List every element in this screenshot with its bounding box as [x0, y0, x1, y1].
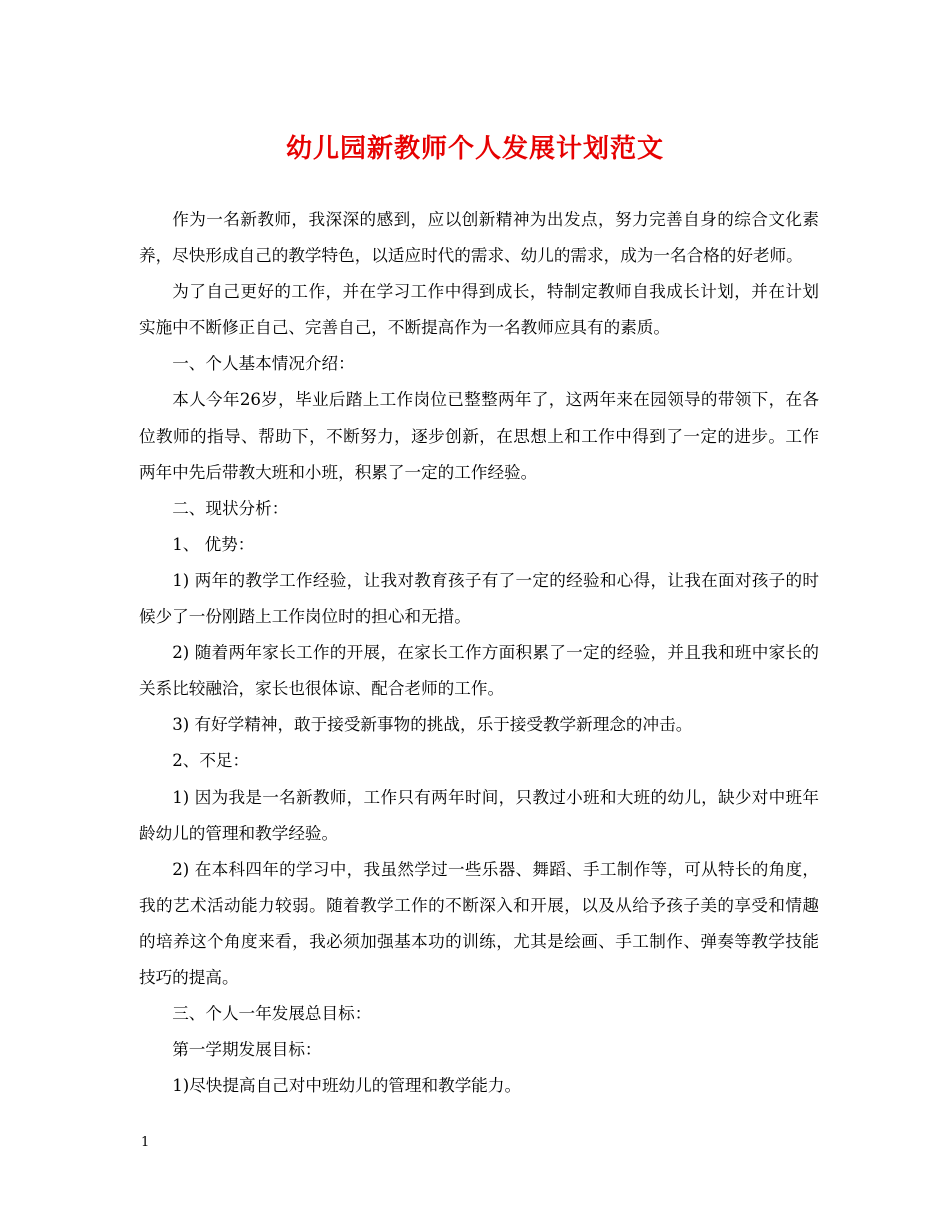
document-title: 幼儿园新教师个人发展计划范文 — [285, 134, 664, 164]
strength-item-3: 3) 有好学精神，敢于接受新事物的挑战，乐于接受教学新理念的冲击。 — [172, 715, 693, 735]
heading-first-semester-goal: 第一学期发展目标： — [172, 1040, 322, 1060]
document-body — [139, 202, 819, 1104]
heading-status-analysis: 二、现状分析： — [172, 498, 289, 518]
weakness-item-2: 2) 在本科四年的学习中，我虽然学过一些乐器、舞蹈、手工制作等，可从特长的角度，我的艺术活动能力较弱。随着教学工作的不断深入和开展，以及从给予孩子美的享受和情趣的培养这个角度来看，我必须加强基本功的训练，尤其是绘画、手工制作、弹奏等教学技能技巧的提高。 — [139, 859, 819, 987]
goal-item-1: 1)尽快提高自己对中班幼儿的管理和教学能力。 — [172, 1076, 522, 1096]
heading-strengths: 1、 优势： — [172, 534, 255, 554]
heading-basic-info: 一、个人基本情况介绍： — [172, 354, 355, 374]
paragraph-purpose: 为了自己更好的工作，并在学习工作中得到成长，特制定教师自我成长计划，并在计划实施中不断修正自己、完善自己，不断提高作为一名教师应具有的素质。 — [139, 282, 819, 338]
heading-weaknesses: 2、不足： — [172, 751, 250, 771]
paragraph-intro: 作为一名新教师，我深深的感到，应以创新精神为出发点，努力完善自身的综合文化素养，尽快形成自己的教学特色，以适应时代的需求、幼儿的需求，成为一名合格的好老师。 — [139, 210, 819, 266]
paragraph-basic-info: 本人今年26岁，毕业后踏上工作岗位已整整两年了，这两年来在园领导的带领下，在各位教师的指导、帮助下，不断努力，逐步创新，在思想上和工作中得到了一定的进步。工作两年中先后带教大班和小班，积累了一定的工作经验。 — [139, 390, 819, 482]
heading-annual-goal: 三、个人一年发展总目标： — [172, 1004, 372, 1024]
strength-item-1: 1) 两年的教学工作经验，让我对教育孩子有了一定的经验和心得，让我在面对孩子的时候少了一份刚踏上工作岗位时的担心和无措。 — [139, 570, 819, 627]
weakness-item-1: 1) 因为我是一名新教师，工作只有两年时间，只教过小班和大班的幼儿，缺少对中班年龄幼儿的管理和教学经验。 — [139, 787, 819, 843]
strength-item-2: 2) 随着两年家长工作的开展，在家长工作方面积累了一定的经验，并且我和班中家长的关系比较融洽，家长也很体谅、配合老师的工作。 — [139, 643, 819, 699]
page-number: 1 — [141, 1135, 150, 1150]
